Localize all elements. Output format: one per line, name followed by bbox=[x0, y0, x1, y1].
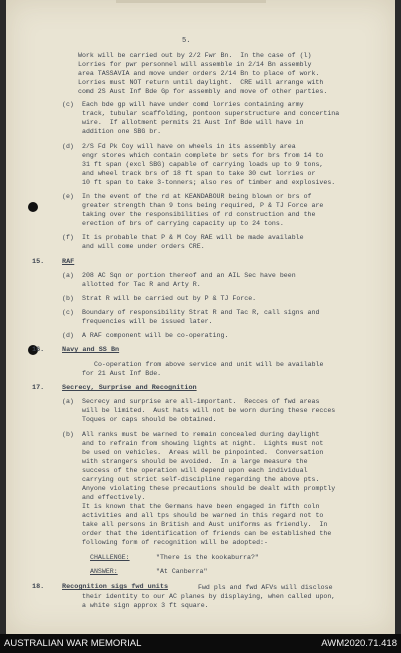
text-line: Work will be carried out by 2/2 Fwr Bn. In the case of (l) bbox=[78, 52, 312, 59]
text-line: frequencies will be issued later. bbox=[82, 318, 213, 325]
section-heading: Navy and SS Bn bbox=[62, 346, 120, 354]
text-line: success of the operation will depend upon each individual bbox=[82, 467, 308, 474]
text-line: Secrecy and surprise are all-important. Recces of fwd areas bbox=[82, 398, 320, 405]
para-label: (f) bbox=[62, 234, 74, 241]
text-line: It is probable that P & M Coy RAE will be made available bbox=[82, 234, 304, 241]
text-line: will be limited. Aust hats will not be worn during these recces bbox=[82, 407, 336, 414]
text-line: and effectively. bbox=[82, 494, 146, 501]
text-line: take all persons in British and Aust uniforms as friendly. In bbox=[82, 521, 328, 528]
text-line: Fwd pls and fwd AFVs will disclose bbox=[198, 584, 333, 591]
para-label: (b) bbox=[62, 295, 74, 302]
text-line: Strat R will be carried out by P & TJ Force. bbox=[82, 295, 257, 302]
text-line: area TASSAVIA and move under orders 2/14 Bn to place of work. bbox=[78, 70, 320, 77]
page-number: 5. bbox=[182, 37, 191, 45]
section-number: 15. bbox=[32, 258, 45, 266]
text-line: a white sign approx 3 ft square. bbox=[82, 602, 209, 609]
text-line: track, tubular scaffolding, pontoon superstructure and concertina bbox=[82, 110, 340, 117]
archive-name: AUSTRALIAN WAR MEMORIAL bbox=[4, 638, 142, 649]
text-line: erection of brs of carrying capacity up to 24 tons. bbox=[82, 220, 284, 227]
text-line: taking over the responsibilities of rd construction and the bbox=[82, 211, 316, 218]
text-line: following form of recognition will be adopted:- bbox=[82, 539, 268, 546]
text-line: and will come under orders CRE. bbox=[82, 243, 205, 250]
text-line: 10 ft span to take 3-tonners; also res of timber and explosives. bbox=[82, 179, 336, 186]
text-line: activities and all tps should be warned in this regard not to bbox=[82, 512, 324, 519]
para-label: (c) bbox=[62, 101, 74, 108]
text-line: Each bde gp will have under comd lorries containing army bbox=[82, 101, 304, 108]
section-heading: RAF bbox=[62, 258, 75, 266]
text-line: and to refrain from showing lights at night. Lights must not bbox=[82, 440, 324, 447]
challenge-text: "There is the kookaburra?" bbox=[156, 554, 259, 561]
section-number: 16. bbox=[32, 346, 45, 354]
text-line: addition one SBG br. bbox=[82, 128, 162, 135]
challenge-label: CHALLENGE: bbox=[90, 554, 130, 561]
answer-text: "At Canberra" bbox=[156, 568, 208, 575]
text-line: All ranks must be warned to remain concealed during daylight bbox=[82, 431, 320, 438]
section-number: 17. bbox=[32, 384, 45, 392]
document-page bbox=[6, 0, 395, 634]
archive-reference: AWM2020.71.418 bbox=[321, 638, 397, 649]
para-label: (b) bbox=[62, 431, 74, 438]
typed-text bbox=[6, 0, 395, 634]
text-line: 31 ft span (excl SBG) capable of carrying loads up to 9 tons, bbox=[82, 161, 324, 168]
text-line: Co-operation from above service and unit will be available bbox=[94, 361, 324, 368]
archive-footer bbox=[0, 634, 401, 653]
text-line: their identity to our AC planes by displaying, when called upon, bbox=[82, 593, 336, 600]
text-line: comd 2S Aust Inf Bde Gp for assembly and move of other parties. bbox=[78, 88, 328, 95]
text-line: wire. If allotment permits 21 Aust Inf Bde will have in bbox=[82, 119, 304, 126]
answer-label: ANSWER: bbox=[90, 568, 118, 575]
text-line: greater strength than 9 tons being required, P & TJ Force are bbox=[82, 202, 324, 209]
text-line: carrying out strict self-discipline regarding the above pts. bbox=[82, 476, 320, 483]
text-line: 208 AC Sqn or portion thereof and an AIL Sec have been bbox=[82, 272, 296, 279]
para-label: (a) bbox=[62, 398, 74, 405]
text-line: with strangers should be avoided. In a large measure the bbox=[82, 458, 308, 465]
text-line: It is known that the Germans have been engaged in fifth coln bbox=[82, 503, 320, 510]
text-line: In the event of the rd at KEANDABOUR being blown or brs of bbox=[82, 193, 312, 200]
text-line: A RAF component will be co-operating. bbox=[82, 332, 229, 339]
para-label: (d) bbox=[62, 143, 74, 150]
text-line: for 21 Aust Inf Bde. bbox=[82, 370, 162, 377]
text-line: Toques or caps should be obtained. bbox=[82, 416, 217, 423]
text-line: order that the identification of friends can be established the bbox=[82, 530, 332, 537]
para-label: (c) bbox=[62, 309, 74, 316]
text-line: Lorries for pwr personnel will assemble in 2/14 Bn assembly bbox=[78, 61, 312, 68]
section-heading: Secrecy, Surprise and Recognition bbox=[62, 384, 197, 392]
text-line: Anyone violating these precautions should be dealt with promptly bbox=[82, 485, 336, 492]
text-line: be used on vehicles. Areas will be pinpointed. Conversation bbox=[82, 449, 324, 456]
text-line: 2/S Fd Pk Coy will have on wheels in its assembly area bbox=[82, 143, 296, 150]
para-label: (a) bbox=[62, 272, 74, 279]
text-line: Boundary of responsibility Strat R and Tac R, call signs and bbox=[82, 309, 320, 316]
para-label: (d) bbox=[62, 332, 74, 339]
text-line: allotted for Tac R and Arty R. bbox=[82, 281, 201, 288]
para-label: (e) bbox=[62, 193, 74, 200]
text-line: and wheel track brs of 18 ft span to take 30 cwt lorries or bbox=[82, 170, 316, 177]
section-number: 18. bbox=[32, 583, 45, 591]
section-heading: Recognition sigs fwd units bbox=[62, 583, 169, 591]
text-line: engr stores which contain complete br sets for brs from 14 to bbox=[82, 152, 324, 159]
text-line: Lorries must NOT return until daylight. CRE will arrange with bbox=[78, 79, 324, 86]
